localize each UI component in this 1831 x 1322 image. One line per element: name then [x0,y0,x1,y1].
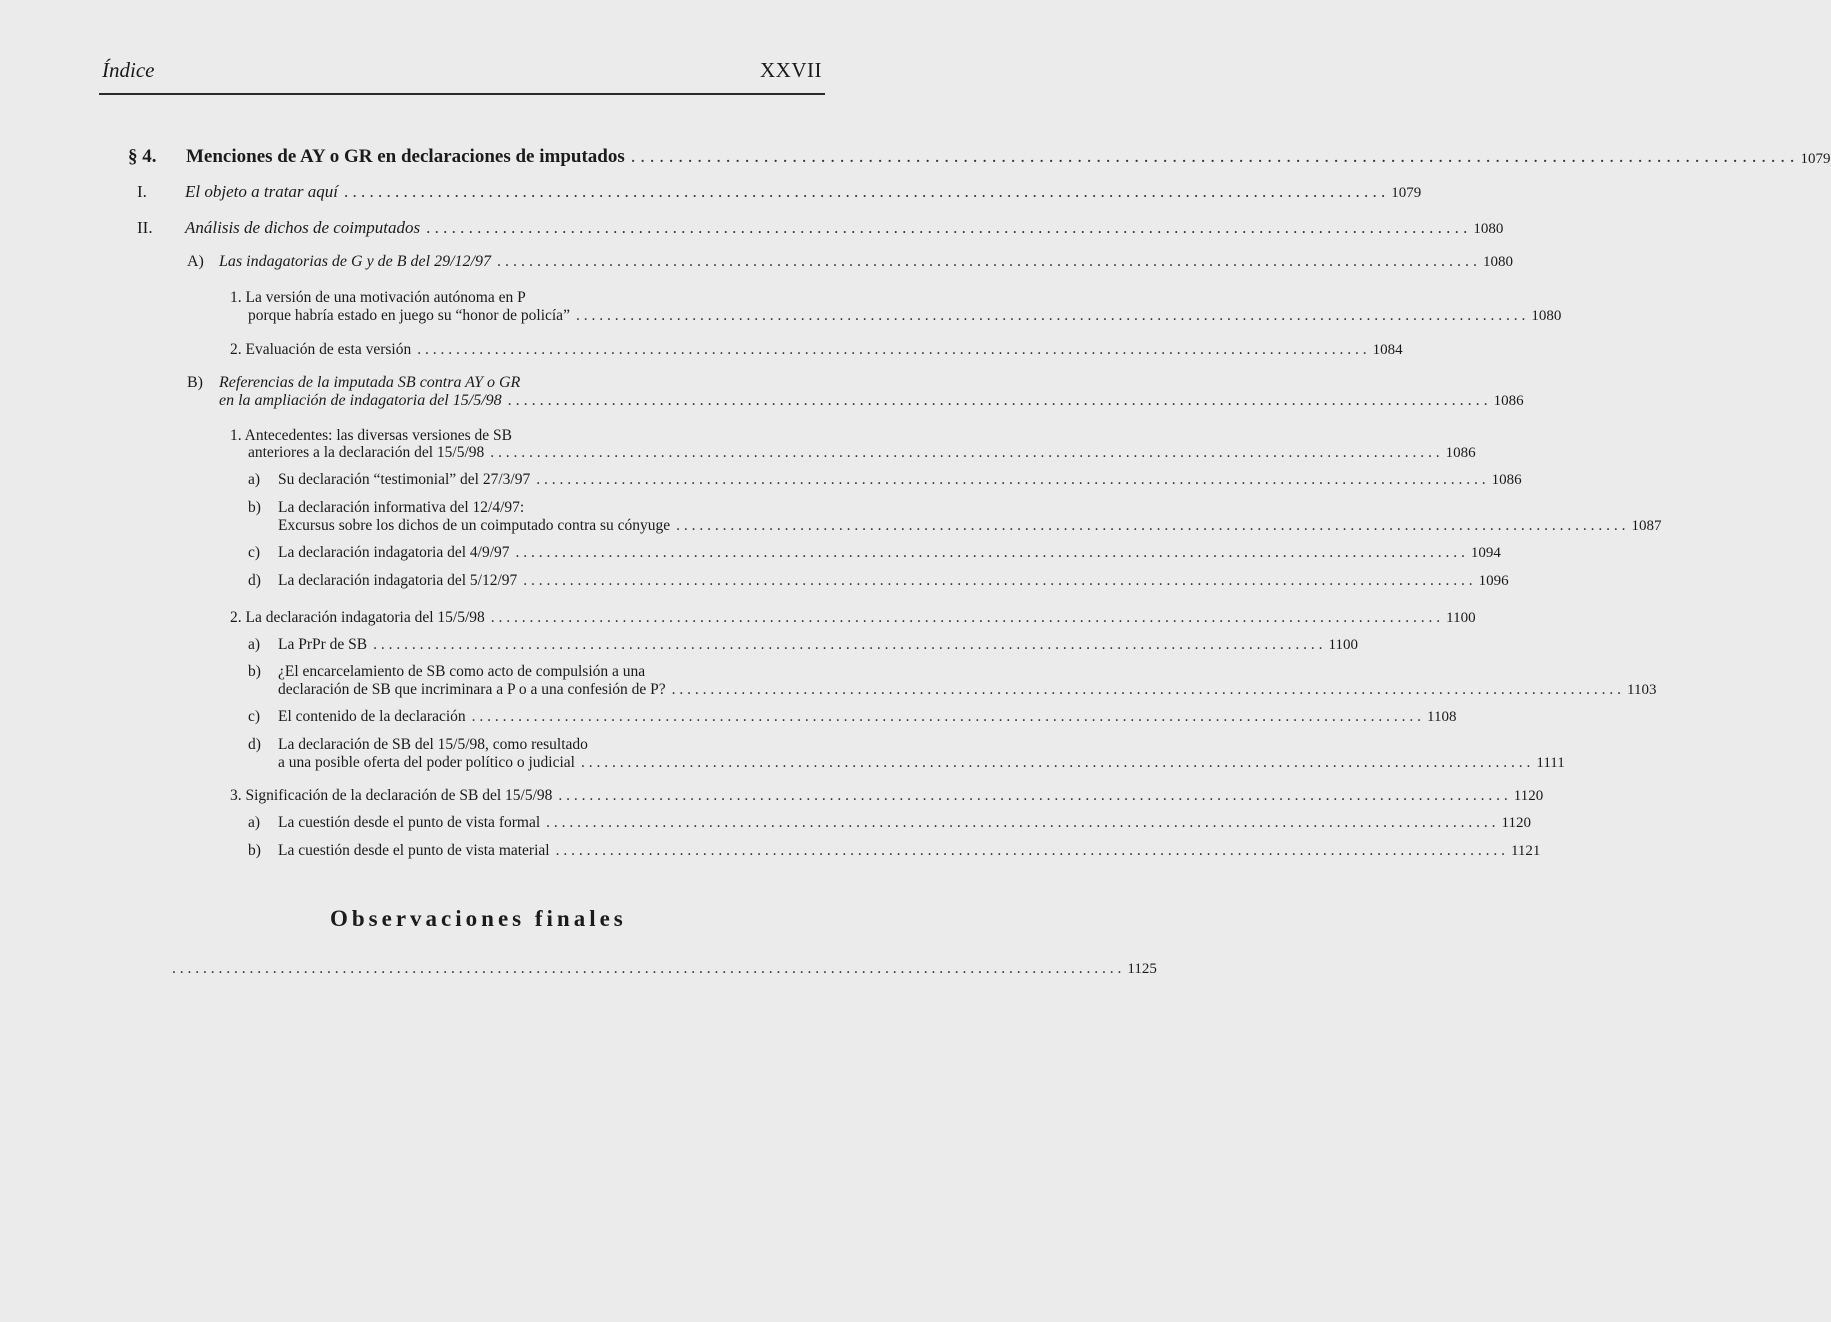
toc-label: a) [248,471,261,488]
toc-page: 1103 [1627,682,1657,698]
leader-dots [631,146,1795,168]
toc-entry-observaciones [172,960,1157,978]
toc-page: 1108 [1427,709,1457,725]
leader-dots [581,754,1530,772]
toc-title: La cuestión desde el punto de vista formal [278,814,541,831]
toc-entry-B [219,392,1524,410]
toc-title: La cuestión desde el punto de vista material [278,842,550,859]
toc-title: La declaración de SB del 15/5/98, como resultado [278,736,588,753]
toc-title: Su declaración “testimonial” del 27/3/97 [278,471,531,488]
toc-page: 1100 [1446,610,1476,626]
toc-title: a una posible oferta del poder político o judicial [278,754,575,771]
toc-title: Referencias de la imputada SB contra AY o GR [219,374,521,391]
toc-title: El objeto a tratar aquí [185,182,338,201]
toc-title: 3. Significación de la declaración de SB del 15/5/98 [230,787,553,804]
toc-entry-B2c [248,708,1457,726]
toc-page: 1080 [1482,254,1513,270]
toc-page: 1079 [1391,185,1422,201]
toc-label: d) [248,572,261,589]
toc-entry-A1 [248,307,1562,325]
leader-dots [490,444,1439,462]
toc-title: La declaración indagatoria del 5/12/97 [278,572,518,589]
toc-entry-II [137,218,1504,238]
toc-entry-B2b-line1 [248,663,645,681]
leader-dots [536,471,1485,489]
toc-entry-I [137,182,1422,202]
toc-page: 1111 [1536,755,1565,771]
toc-title: porque habría estado en juego su “honor de policía” [248,307,570,324]
toc-page: 1125 [1127,961,1157,977]
leader-dots [373,636,1322,654]
toc-label: II. [137,218,153,237]
toc-page: 1080 [1531,308,1562,324]
leader-dots [672,681,1621,699]
toc-page: 1120 [1513,788,1544,804]
toc-entry-sec4 [128,146,1831,168]
toc-entry-B2d [278,754,1565,772]
toc-entry-B1a [248,471,1522,489]
toc-page: 1086 [1491,472,1522,488]
toc-entry-B1d [248,572,1509,590]
toc-title: La PrPr de SB [278,636,368,653]
toc-label: B) [187,374,203,391]
toc-page: 1084 [1372,342,1403,358]
toc-page: 1094 [1470,545,1501,561]
toc-page: 1086 [1493,393,1524,409]
toc-title: Excursus sobre los dichos de un coimputado contra su cónyuge [278,517,671,534]
toc-entry-B1 [248,444,1476,462]
leader-dots [546,814,1495,832]
toc-label: I. [137,182,147,201]
toc-label: a) [248,814,261,831]
toc-entry-A2 [230,341,1403,359]
leader-dots [556,842,1505,860]
toc-entry-B2b [278,681,1657,699]
toc-entry-B1c [248,544,1501,562]
toc-entry-A1-line1 [230,289,526,307]
leader-dots [491,609,1440,627]
toc-label: c) [248,544,261,561]
leader-dots [172,960,1121,978]
leader-dots [558,787,1507,805]
toc-title: 1. Antecedentes: las diversas versiones de SB [230,427,512,444]
toc-label: a) [248,636,261,653]
toc-entry-B2a [248,636,1358,654]
toc-title: Las indagatorias de G y de B del 29/12/97 [219,253,491,270]
toc-entry-B-line1 [187,374,520,392]
running-header-title: Índice [102,58,155,82]
leader-dots [472,708,1421,726]
toc-page: 1087 [1631,518,1662,534]
page-number-roman: XXVII [760,58,822,82]
section-heading-observaciones: Observaciones finales [330,906,627,931]
toc-page: 1100 [1328,637,1358,653]
toc-entry-B1b-line1 [248,499,524,517]
leader-dots [516,544,1465,562]
leader-dots [344,182,1385,202]
toc-entry-B3b [248,842,1541,860]
toc-title: declaración de SB que incriminara a P o a una confesión de P? [278,681,666,698]
toc-label: b) [248,499,261,516]
leader-dots [576,307,1525,325]
toc-title: anteriores a la declaración del 15/5/98 [248,444,485,461]
toc-label: b) [248,842,261,859]
toc-entry-B2 [230,609,1476,627]
toc-title: Análisis de dichos de coimputados [185,218,421,237]
leader-dots [676,517,1625,535]
toc-title: 1. La versión de una motivación autónoma en P [230,289,526,306]
toc-label: b) [248,663,261,680]
toc-label: § 4. [128,146,157,167]
toc-page: 1079 [1800,151,1831,167]
toc-page: 1121 [1510,843,1541,859]
toc-label: A) [187,253,204,270]
leader-dots [523,572,1472,590]
toc-title: El contenido de la declaración [278,708,466,725]
toc-title: en la ampliación de indagatoria del 15/5/98 [219,392,502,409]
toc-title: ¿El encarcelamiento de SB como acto de compulsión a una [278,663,646,680]
toc-title: Menciones de AY o GR en declaraciones de imputados [186,146,625,167]
leader-dots [508,392,1488,410]
toc-page: 1080 [1473,221,1504,237]
toc-entry-B1b [278,517,1662,535]
toc-title: La declaración indagatoria del 4/9/97 [278,544,510,561]
toc-entry-B3 [230,787,1544,805]
toc-page: 1120 [1501,815,1531,831]
toc-title: La declaración informativa del 12/4/97: [278,499,525,516]
toc-label: c) [248,708,261,725]
toc-title: 2. Evaluación de esta versión [230,341,412,358]
toc-page: 1096 [1478,573,1509,589]
leader-dots [417,341,1366,359]
toc-title: 2. La declaración indagatoria del 15/5/98 [230,609,485,626]
toc-entry-B3a [248,814,1531,832]
toc-entry-A [187,253,1513,271]
leader-dots [426,218,1467,238]
toc-label: d) [248,736,261,753]
leader-dots [497,253,1477,271]
toc-entry-B1-line1 [230,427,512,445]
toc-page: 1086 [1445,445,1476,461]
toc-entry-B2d-line1 [248,736,588,754]
header-rule [99,93,825,95]
